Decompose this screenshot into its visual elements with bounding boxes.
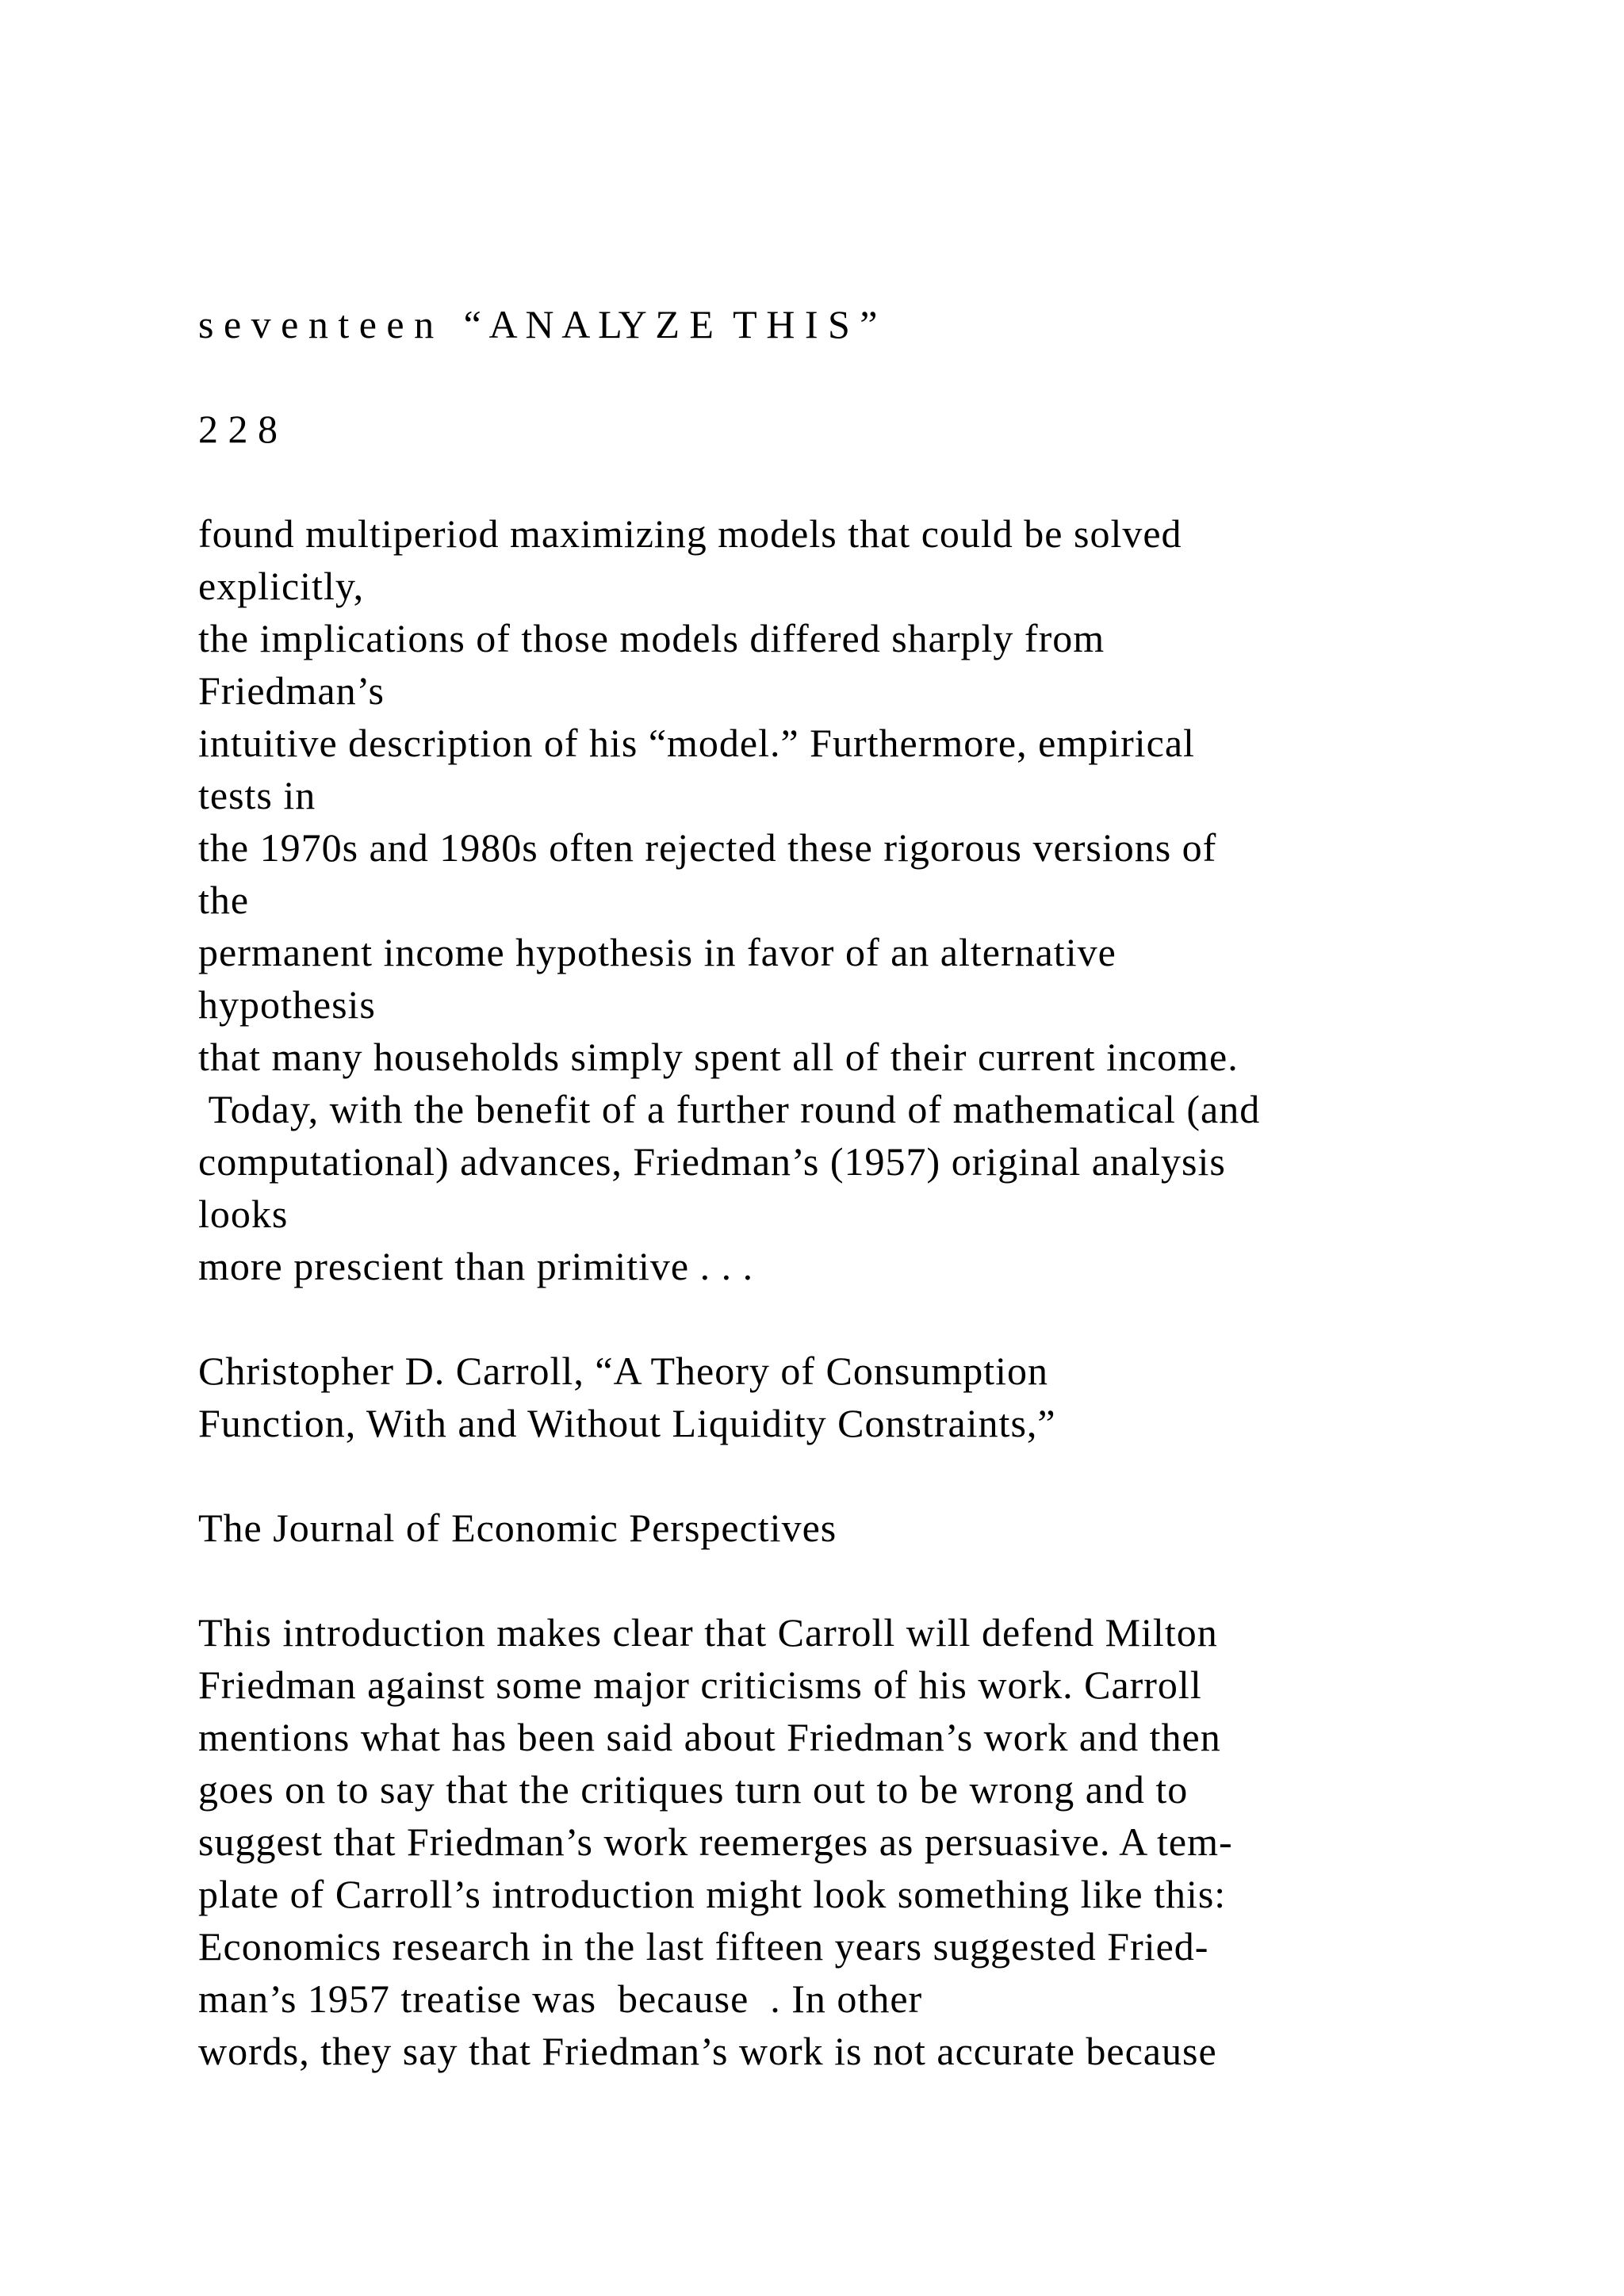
- spacer: [198, 455, 1515, 507]
- body-line: This introduction makes clear that Carroll will defend Milton: [198, 1610, 1218, 1655]
- running-head: s e v e n t e e n “ A N A LY Z E T H I S ”: [198, 302, 878, 346]
- quote-line: more prescient than primitive . . .: [198, 1244, 754, 1288]
- body-line: Economics research in the last fifteen years suggested Fried-: [198, 1924, 1209, 1969]
- quote-line: the implications of those models differed sharply from: [198, 616, 1105, 660]
- quote-line: looks: [198, 1192, 289, 1236]
- spacer: [198, 1554, 1515, 1606]
- quote-line: the: [198, 878, 250, 922]
- body-line: Friedman against some major criticisms of his work. Carroll: [198, 1663, 1202, 1707]
- quote-line: Today, with the benefit of a further round of mathematical (and: [198, 1087, 1261, 1131]
- quote-line: explicitly,: [198, 564, 365, 608]
- body-paragraph: [198, 1606, 1515, 2077]
- page-text: [198, 298, 1515, 2077]
- body-line: plate of Carroll’s introduction might look something like this:: [198, 1872, 1227, 1916]
- body-line: words, they say that Friedman’s work is not accurate because: [198, 2029, 1217, 2073]
- citation: [198, 1345, 1515, 1554]
- quote-line: hypothesis: [198, 982, 376, 1027]
- quote-line: computational) advances, Friedman’s (1957) original analysis: [198, 1139, 1226, 1184]
- spacer: [198, 350, 1515, 403]
- body-line: man’s 1957 treatise was because . In other: [198, 1976, 923, 2021]
- spacer: [198, 1449, 1515, 1502]
- quote-line: that many households simply spent all of their current income.: [198, 1035, 1239, 1079]
- citation-journal: The Journal of Economic Perspectives: [198, 1506, 837, 1550]
- quote-paragraph: [198, 507, 1515, 1292]
- quote-line: the 1970s and 1980s often rejected these rigorous versions of: [198, 825, 1217, 870]
- citation-line: Christopher D. Carroll, “A Theory of Consumption: [198, 1349, 1048, 1393]
- body-line: goes on to say that the critiques turn out to be wrong and to: [198, 1767, 1189, 1812]
- quote-line: permanent income hypothesis in favor of an alternative: [198, 930, 1116, 974]
- body-line: suggest that Friedman’s work reemerges as persuasive. A tem-: [198, 1820, 1233, 1864]
- citation-line: Function, With and Without Liquidity Constraints,”: [198, 1401, 1056, 1445]
- quote-line: found multiperiod maximizing models that could be solved: [198, 511, 1182, 556]
- spacer: [198, 1292, 1515, 1345]
- quote-line: tests in: [198, 773, 316, 817]
- page-number: 2 2 8: [198, 407, 278, 451]
- quote-line: Friedman’s: [198, 668, 385, 713]
- body-line: mentions what has been said about Friedman’s work and then: [198, 1715, 1221, 1759]
- quote-line: intuitive description of his “model.” Furthermore, empirical: [198, 721, 1195, 765]
